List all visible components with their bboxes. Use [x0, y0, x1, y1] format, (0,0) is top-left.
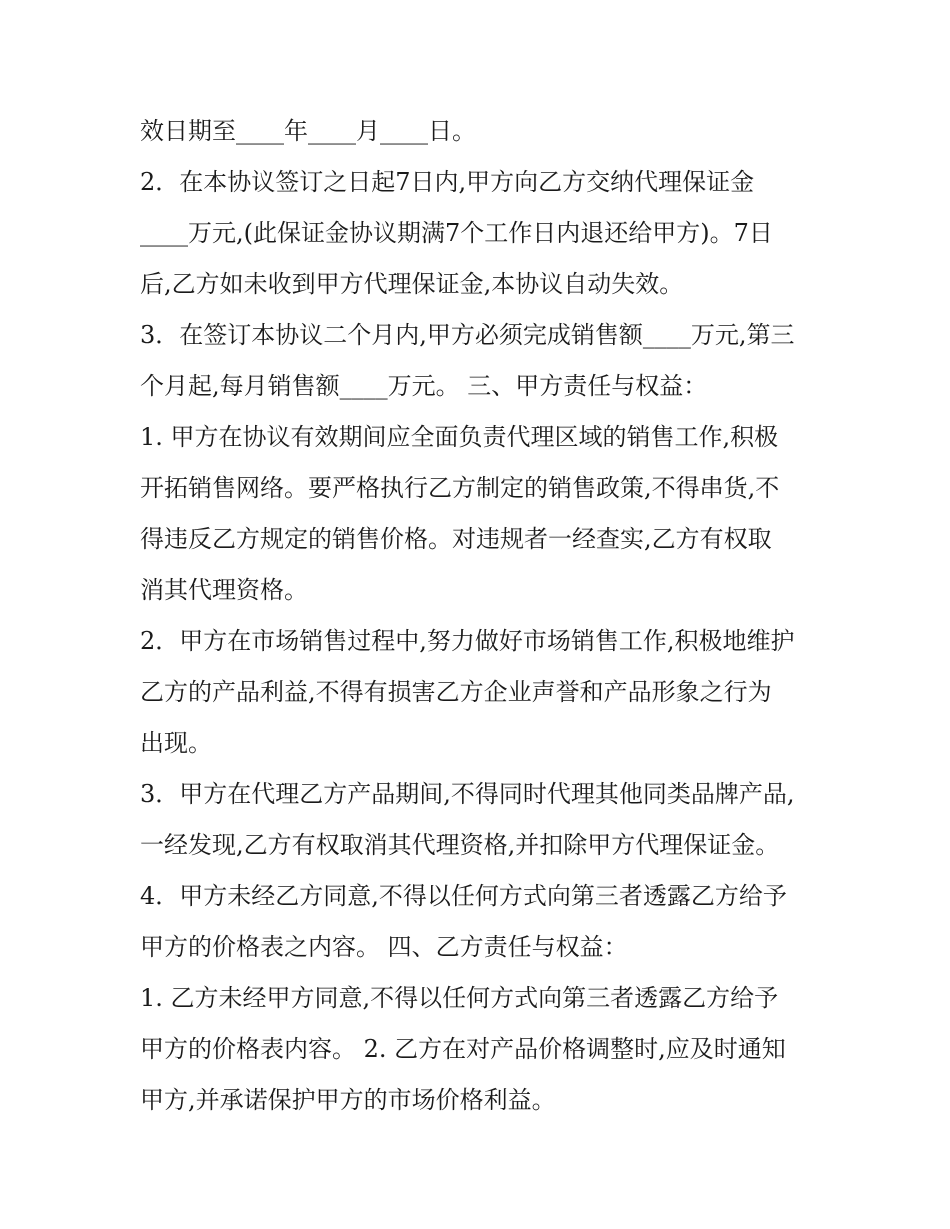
text-line: 出现。 [140, 729, 212, 757]
text-line: 甲方的价格表内容。 2. 乙方在对产品价格调整时,应及时通知 [140, 1035, 786, 1063]
text-line: 3．在签订本协议二个月内,甲方必须完成销售额____万元,第三 [140, 321, 795, 349]
text-line: 后,乙方如未收到甲方代理保证金,本协议自动失效。 [140, 270, 684, 298]
text-line: 效日期至____年____月____日。 [140, 117, 476, 145]
document-body [140, 106, 820, 1126]
text-line: 甲方,并承诺保护甲方的市场价格利益。 [140, 1086, 556, 1114]
text-line: 个月起,每月销售额____万元。 三、甲方责任与权益： [140, 372, 708, 400]
text-line: 开拓销售网络。要严格执行乙方制定的销售政策,不得串货,不 [140, 474, 780, 502]
text-line: 1. 乙方未经甲方同意,不得以任何方式向第三者透露乙方给予 [140, 984, 779, 1012]
text-line: 一经发现,乙方有权取消其代理资格,并扣除甲方代理保证金。 [140, 831, 780, 859]
text-line: 消其代理资格。 [140, 576, 308, 604]
text-line: 2．甲方在市场销售过程中,努力做好市场销售工作,积极地维护 [140, 627, 795, 655]
text-line: 1. 甲方在协议有效期间应全面负责代理区域的销售工作,积极 [140, 423, 779, 451]
text-line: 甲方的价格表之内容。 四、乙方责任与权益： [140, 933, 628, 961]
text-line: 乙方的产品利益,不得有损害乙方企业声誉和产品形象之行为 [140, 678, 772, 706]
text-line: 4．甲方未经乙方同意,不得以任何方式向第三者透露乙方给予 [140, 882, 787, 910]
text-line: 2．在本协议签订之日起7日内,甲方向乙方交纳代理保证金 [140, 168, 755, 196]
text-line: ____万元,(此保证金协议期满7个工作日内退还给甲方)。7日 [140, 219, 773, 247]
text-line: 3．甲方在代理乙方产品期间,不得同时代理其他同类品牌产品, [140, 780, 795, 808]
text-line: 得违反乙方规定的销售价格。对违规者一经查实,乙方有权取 [140, 525, 772, 553]
